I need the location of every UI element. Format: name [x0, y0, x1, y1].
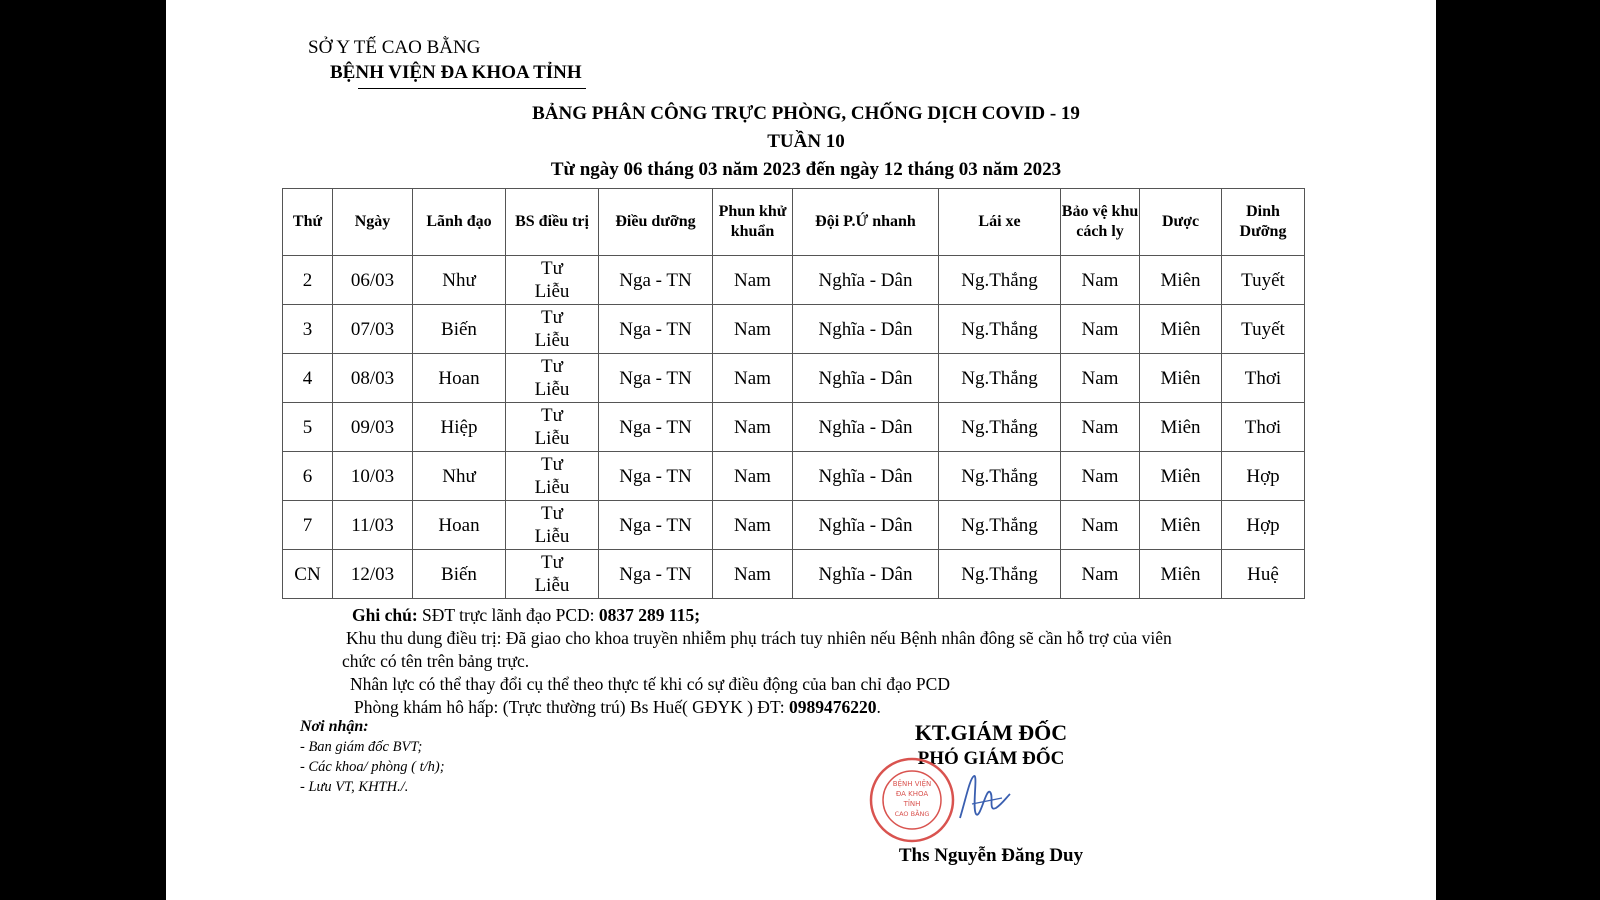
col-header-lai-xe: Lái xe — [939, 189, 1061, 256]
hospital-name: BỆNH VIỆN ĐA KHOA TỈNH — [330, 62, 582, 83]
table-header-row — [283, 189, 1305, 256]
col-header-doi-pu-nhanh: Đội P.Ứ nhanh — [793, 189, 939, 256]
cell-bao-ve: Nam — [1061, 452, 1140, 501]
cell-doi: Nghĩa - Dân — [793, 256, 939, 305]
cell-bs-dieu-tri — [506, 305, 599, 354]
recipient-item: - Lưu VT, KHTH./. — [300, 779, 409, 795]
cell-bs-dieu-tri — [506, 452, 599, 501]
cell-lai-xe: Ng.Thắng — [939, 501, 1061, 550]
cell-lai-xe: Ng.Thắng — [939, 305, 1061, 354]
col-header-bs-dieu-tri: BS điều trị — [506, 189, 599, 256]
cell-thu: 5 — [283, 403, 333, 452]
svg-text:BỆNH VIỆN: BỆNH VIỆN — [892, 780, 932, 788]
cell-doi: Nghĩa - Dân — [793, 305, 939, 354]
cell-duoc: Miên — [1140, 305, 1222, 354]
table-row — [283, 550, 1305, 599]
header-underline — [358, 88, 586, 89]
cell-thu: 4 — [283, 354, 333, 403]
table-body — [283, 256, 1305, 599]
table-row — [283, 256, 1305, 305]
cell-duoc: Miên — [1140, 403, 1222, 452]
cell-phun: Nam — [713, 501, 793, 550]
cell-duoc: Miên — [1140, 452, 1222, 501]
svg-text:ĐA KHOA: ĐA KHOA — [895, 790, 929, 798]
cell-dieu-duong: Nga - TN — [599, 452, 713, 501]
cell-bao-ve: Nam — [1061, 501, 1140, 550]
cell-bs-line: Liễu — [534, 330, 570, 351]
recipient-item: - Ban giám đốc BVT; — [300, 739, 423, 755]
organization-name: SỞ Y TẾ CAO BẰNG — [308, 37, 481, 58]
cell-bs-line: Tư — [541, 405, 563, 426]
cell-lai-xe: Ng.Thắng — [939, 550, 1061, 599]
note-clinic-end: . — [876, 697, 881, 717]
note-respiratory-clinic — [342, 696, 1302, 719]
cell-bs-line: Tư — [541, 552, 563, 573]
cell-dieu-duong: Nga - TN — [599, 550, 713, 599]
col-header-bao-ve: Bảo vệ khu cách ly — [1061, 189, 1140, 256]
cell-phun: Nam — [713, 256, 793, 305]
col-header-thu: Thứ — [283, 189, 333, 256]
cell-doi: Nghĩa - Dân — [793, 354, 939, 403]
cell-bs-dieu-tri — [506, 403, 599, 452]
cell-bs-dieu-tri — [506, 550, 599, 599]
cell-doi: Nghĩa - Dân — [793, 550, 939, 599]
cell-doi: Nghĩa - Dân — [793, 452, 939, 501]
table-row — [283, 452, 1305, 501]
svg-text:TỈNH: TỈNH — [903, 800, 921, 808]
cell-dinh-duong: Thơi — [1222, 403, 1305, 452]
cell-lanh-dao: Biến — [413, 305, 506, 354]
cell-duoc: Miên — [1140, 501, 1222, 550]
note-hotline-number: 0837 289 115; — [598, 605, 701, 625]
cell-ngay: 11/03 — [333, 501, 413, 550]
cell-lanh-dao: Hoan — [413, 354, 506, 403]
cell-bao-ve: Nam — [1061, 256, 1140, 305]
note-staffing: Nhân lực có thể thay đổi cụ thể theo thực tế khi có sự điều động của ban chỉ đạo PCD — [350, 674, 950, 694]
note-hotline — [342, 604, 1302, 627]
cell-phun: Nam — [713, 403, 793, 452]
cell-bs-line: Liễu — [534, 428, 570, 449]
cell-duoc: Miên — [1140, 256, 1222, 305]
notes-section — [342, 604, 1302, 719]
cell-ngay: 08/03 — [333, 354, 413, 403]
cell-bs-line: Liễu — [534, 281, 570, 302]
cell-ngay: 07/03 — [333, 305, 413, 354]
cell-bs-line: Tư — [541, 454, 563, 475]
cell-dieu-duong: Nga - TN — [599, 501, 713, 550]
svg-text:CAO BẰNG: CAO BẰNG — [894, 810, 930, 818]
table-row — [283, 354, 1305, 403]
cell-bs-dieu-tri — [506, 256, 599, 305]
handwritten-signature-icon — [952, 768, 1012, 828]
table-row — [283, 403, 1305, 452]
cell-dinh-duong: Tuyết — [1222, 305, 1305, 354]
cell-bs-line: Liễu — [534, 477, 570, 498]
cell-duoc: Miên — [1140, 550, 1222, 599]
document-page — [166, 0, 1436, 900]
cell-lai-xe: Ng.Thắng — [939, 452, 1061, 501]
table-row — [283, 501, 1305, 550]
cell-bs-line: Liễu — [534, 575, 570, 596]
cell-ngay: 12/03 — [333, 550, 413, 599]
cell-phun: Nam — [713, 305, 793, 354]
note-label: Ghi chú: — [352, 605, 418, 625]
cell-dinh-duong: Huệ — [1222, 550, 1305, 599]
cell-ngay: 09/03 — [333, 403, 413, 452]
official-stamp-icon — [868, 756, 956, 844]
signer-position: PHÓ GIÁM ĐỐC — [917, 748, 1065, 769]
col-header-phun-khu-khuan: Phun khử khuẩn — [713, 189, 793, 256]
cell-phun: Nam — [713, 452, 793, 501]
cell-bs-line: Liễu — [534, 379, 570, 400]
cell-bao-ve: Nam — [1061, 403, 1140, 452]
cell-lanh-dao: Hiệp — [413, 403, 506, 452]
cell-thu: 2 — [283, 256, 333, 305]
document-title: BẢNG PHÂN CÔNG TRỰC PHÒNG, CHỐNG DỊCH COVID - 19 — [532, 103, 1080, 124]
note-clinic-text: Phòng khám hô hấp: (Trực thường trú) Bs Huế( GĐYK ) ĐT: — [354, 697, 790, 717]
cell-dieu-duong: Nga - TN — [599, 354, 713, 403]
document-header — [166, 36, 646, 86]
cell-doi: Nghĩa - Dân — [793, 403, 939, 452]
cell-ngay: 10/03 — [333, 452, 413, 501]
cell-doi: Nghĩa - Dân — [793, 501, 939, 550]
cell-thu: 6 — [283, 452, 333, 501]
cell-bao-ve: Nam — [1061, 354, 1140, 403]
table-row — [283, 305, 1305, 354]
cell-dinh-duong: Thơi — [1222, 354, 1305, 403]
note-treatment-area: Khu thu dung điều trị: Đã giao cho khoa truyền nhiễm phụ trách tuy nhiên nếu Bệnh nhân đông sẽ cần hỗ trợ của viên — [346, 628, 1172, 648]
cell-ngay: 06/03 — [333, 256, 413, 305]
cell-dieu-duong: Nga - TN — [599, 403, 713, 452]
cell-bs-line: Liễu — [534, 526, 570, 547]
cell-lai-xe: Ng.Thắng — [939, 354, 1061, 403]
date-range: Từ ngày 06 tháng 03 năm 2023 đến ngày 12 tháng 03 năm 2023 — [550, 159, 1062, 180]
col-header-dinh-duong: Dinh Dưỡng — [1222, 189, 1305, 256]
cell-dinh-duong: Tuyết — [1222, 256, 1305, 305]
signer-name: Ths Nguyễn Đăng Duy — [898, 845, 1084, 866]
cell-lanh-dao: Biến — [413, 550, 506, 599]
cell-phun: Nam — [713, 550, 793, 599]
cell-lai-xe: Ng.Thắng — [939, 403, 1061, 452]
cell-bs-line: Tư — [541, 503, 563, 524]
cell-lanh-dao: Hoan — [413, 501, 506, 550]
cell-bs-dieu-tri — [506, 354, 599, 403]
note-hotline-text: SĐT trực lãnh đạo PCD: — [417, 605, 599, 625]
col-header-dieu-duong: Điều dưỡng — [599, 189, 713, 256]
col-header-ngay: Ngày — [333, 189, 413, 256]
cell-dieu-duong: Nga - TN — [599, 305, 713, 354]
cell-bs-line: Tư — [541, 356, 563, 377]
cell-bs-line: Tư — [541, 258, 563, 279]
cell-thu: 3 — [283, 305, 333, 354]
recipients-title: Nơi nhận: — [300, 718, 369, 735]
cell-phun: Nam — [713, 354, 793, 403]
note-treatment-area-cont: chức có tên trên bảng trực. — [342, 651, 530, 671]
cell-lanh-dao: Như — [413, 452, 506, 501]
recipient-item: - Các khoa/ phòng ( t/h); — [300, 759, 445, 775]
cell-lanh-dao: Như — [413, 256, 506, 305]
cell-bs-line: Tư — [541, 307, 563, 328]
signer-title: KT.GIÁM ĐỐC — [914, 720, 1068, 745]
duty-table — [282, 188, 1305, 599]
cell-bs-dieu-tri — [506, 501, 599, 550]
cell-duoc: Miên — [1140, 354, 1222, 403]
cell-bao-ve: Nam — [1061, 305, 1140, 354]
col-header-lanh-dao: Lãnh đạo — [413, 189, 506, 256]
cell-thu: CN — [283, 550, 333, 599]
cell-dinh-duong: Hợp — [1222, 452, 1305, 501]
cell-dinh-duong: Hợp — [1222, 501, 1305, 550]
note-clinic-number: 0989476220 — [789, 697, 877, 717]
cell-lai-xe: Ng.Thắng — [939, 256, 1061, 305]
cell-dieu-duong: Nga - TN — [599, 256, 713, 305]
cell-thu: 7 — [283, 501, 333, 550]
recipients-section — [300, 717, 445, 797]
col-header-duoc: Dược — [1140, 189, 1222, 256]
cell-bao-ve: Nam — [1061, 550, 1140, 599]
week-label: TUẦN 10 — [767, 131, 845, 152]
